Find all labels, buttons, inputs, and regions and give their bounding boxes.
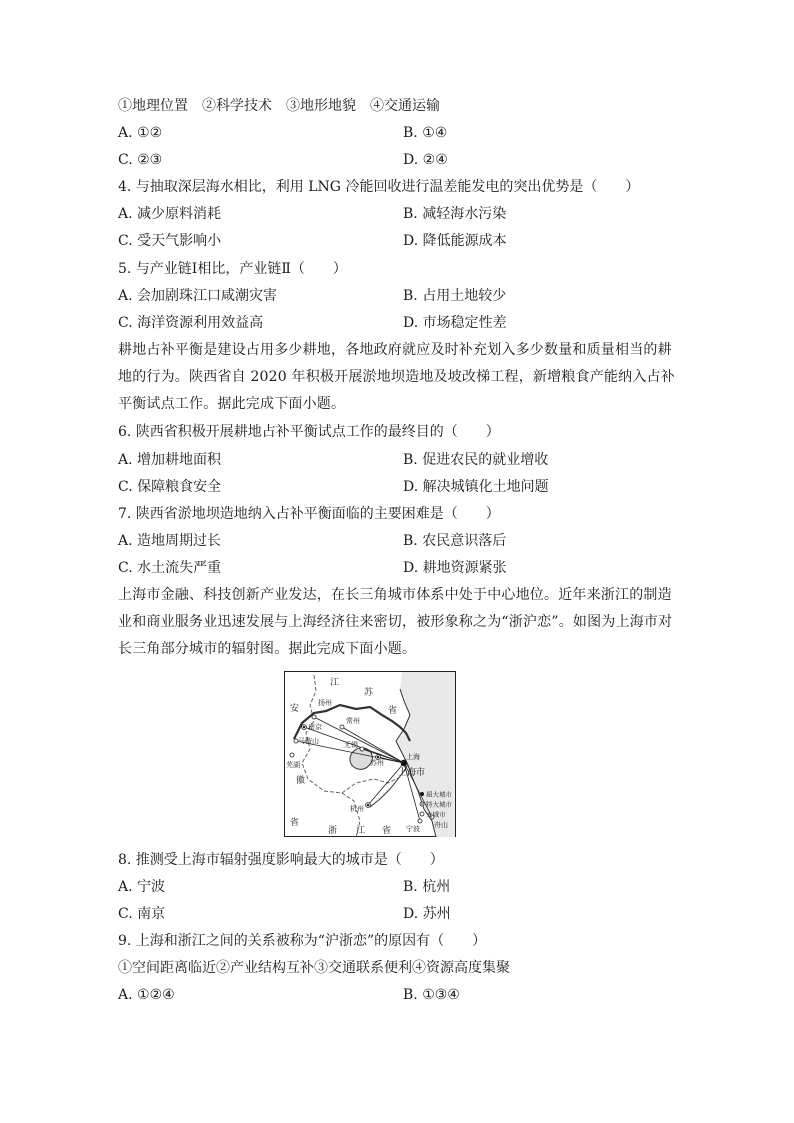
q7-option-c: C. 水土流失严重 — [118, 560, 222, 576]
q6-option-d: D. 解决城镇化土地问题 — [403, 479, 549, 495]
label-ningbo: 宁波 — [406, 825, 420, 833]
legend-symbol-large — [420, 812, 424, 816]
q4-option-a: A. 减少原料消耗 — [118, 206, 222, 222]
q7-option-a: A. 造地周期过长 — [118, 533, 222, 549]
q5-option-d: D. 市场稳定性差 — [403, 315, 507, 331]
legend-symbol-super — [420, 792, 424, 796]
legend-label-large: 大城市 — [426, 810, 446, 819]
q3-option-b: B. ①④ — [403, 125, 448, 141]
passage-zhe-hu: 上海市金融、科技创新产业发达，在长三角城市体系中处于中心地位。近年来浙江的制造业和商业服务业迅速发展与上海经济往来密切，被形象称之为“浙沪恋”。如图为上海市对长三角部分城市的辐射图。据此完成下面小题。 — [118, 587, 673, 657]
dot-hangzhou-center — [367, 804, 369, 806]
q5-option-b: B. 占用土地较少 — [403, 288, 507, 304]
q6-option-b: B. 促进农民的就业增收 — [403, 452, 549, 468]
q5-option-a: A. 会加剧珠江口咸潮灾害 — [118, 288, 278, 304]
q8-option-c: C. 南京 — [118, 906, 166, 922]
q8-stem: 8. 推测受上海市辐射强度影响最大的城市是（ ） — [118, 852, 444, 868]
label-zhe: 浙 — [328, 826, 338, 836]
q5-stem: 5. 与产业链Ⅰ相比，产业链Ⅱ（ ） — [118, 261, 347, 277]
q4-stem: 4. 与抽取深层海水相比，利用 LNG 冷能回收进行温差能发电的突出优势是（ ） — [118, 179, 640, 195]
label-jiang2: 江 — [356, 826, 366, 836]
dot-ningbo — [418, 819, 422, 823]
label-wuxi: 无锡 — [344, 741, 358, 749]
dot-suzhou-center — [377, 756, 379, 758]
label-sheng3: 省 — [382, 826, 392, 836]
map-svg — [284, 671, 456, 837]
legend-label-super: 超大城市 — [426, 790, 452, 799]
label-su: 苏 — [364, 688, 374, 698]
label-maanshan: 马鞍山 — [298, 737, 319, 745]
q8-option-a: A. 宁波 — [118, 879, 166, 895]
label-sheng2: 省 — [290, 818, 300, 828]
dot-wuhu — [290, 753, 294, 757]
label-changzhou: 常州 — [346, 717, 360, 725]
q4-option-b: B. 减轻海水污染 — [403, 206, 507, 222]
label-hangzhou: 杭州 — [350, 805, 364, 813]
q9-option-a: A. ①②④ — [118, 987, 175, 1003]
q9-statements: ①空间距离临近②产业结构互补③交通联系便利④资源高度集聚 — [118, 960, 510, 976]
label-hui: 徽 — [296, 776, 306, 786]
q8-option-d: D. 苏州 — [403, 906, 451, 922]
q8-option-b: B. 杭州 — [403, 879, 451, 895]
label-jiang: 江 — [330, 678, 340, 688]
q3-statements: ①地理位置 ②科学技术 ③地形地貌 ④交通运输 — [118, 98, 440, 114]
yangtze-delta-radiation-map — [284, 671, 456, 837]
label-wuhu: 芜湖 — [286, 761, 300, 769]
label-shanghai-small: 上海 — [406, 753, 420, 761]
q3-option-a: A. ①② — [118, 125, 163, 141]
q7-option-b: B. 农民意识落后 — [403, 533, 507, 549]
q4-option-d: D. 降低能源成本 — [403, 233, 507, 249]
q5-option-c: C. 海洋资源利用效益高 — [118, 315, 264, 331]
q3-option-d: D. ②④ — [403, 152, 448, 168]
label-zhoushan: 舟山 — [434, 821, 448, 829]
q6-option-c: C. 保障粮食安全 — [118, 479, 222, 495]
q9-option-b: B. ①③④ — [403, 987, 460, 1003]
q9-stem: 9. 上海和浙江之间的关系被称为“沪浙恋”的原因有（ ） — [118, 933, 487, 949]
dot-wuxi — [360, 747, 364, 751]
label-an: 安 — [290, 704, 300, 714]
q6-stem: 6. 陕西省积极开展耕地占补平衡试点工作的最终目的（ ） — [118, 424, 500, 440]
dot-changzhou — [340, 725, 344, 729]
passage-farmland-balance: 耕地占补平衡是建设占用多少耕地，各地政府就应及时补充划入多少数量和质量相当的耕地的行为。陕西省自 2020 年积极开展淤地坝造地及坡改梯工程，新增粮食产能纳入占补平衡试点工作。据此完成下面小题。 — [118, 342, 675, 412]
q7-stem: 7. 陕西省淤地坝造地纳入占补平衡面临的主要困难是（ ） — [118, 506, 500, 522]
q3-option-c: C. ②③ — [118, 152, 163, 168]
dot-nanjing-center — [303, 726, 305, 728]
label-sheng1: 省 — [388, 706, 398, 716]
label-nanjing: 南京 — [308, 723, 322, 731]
label-yangzhou: 扬州 — [318, 699, 332, 707]
q7-option-d: D. 耕地资源紧张 — [403, 560, 507, 576]
label-suzhou: 苏州 — [370, 759, 384, 767]
q6-option-a: A. 增加耕地面积 — [118, 452, 222, 468]
legend-symbol-mega-center — [421, 803, 423, 805]
dot-yangzhou — [312, 715, 316, 719]
legend-label-mega: 特大城市 — [426, 800, 452, 809]
label-shanghai-city: 上海市 — [398, 768, 426, 778]
q4-option-c: C. 受天气影响小 — [118, 233, 222, 249]
